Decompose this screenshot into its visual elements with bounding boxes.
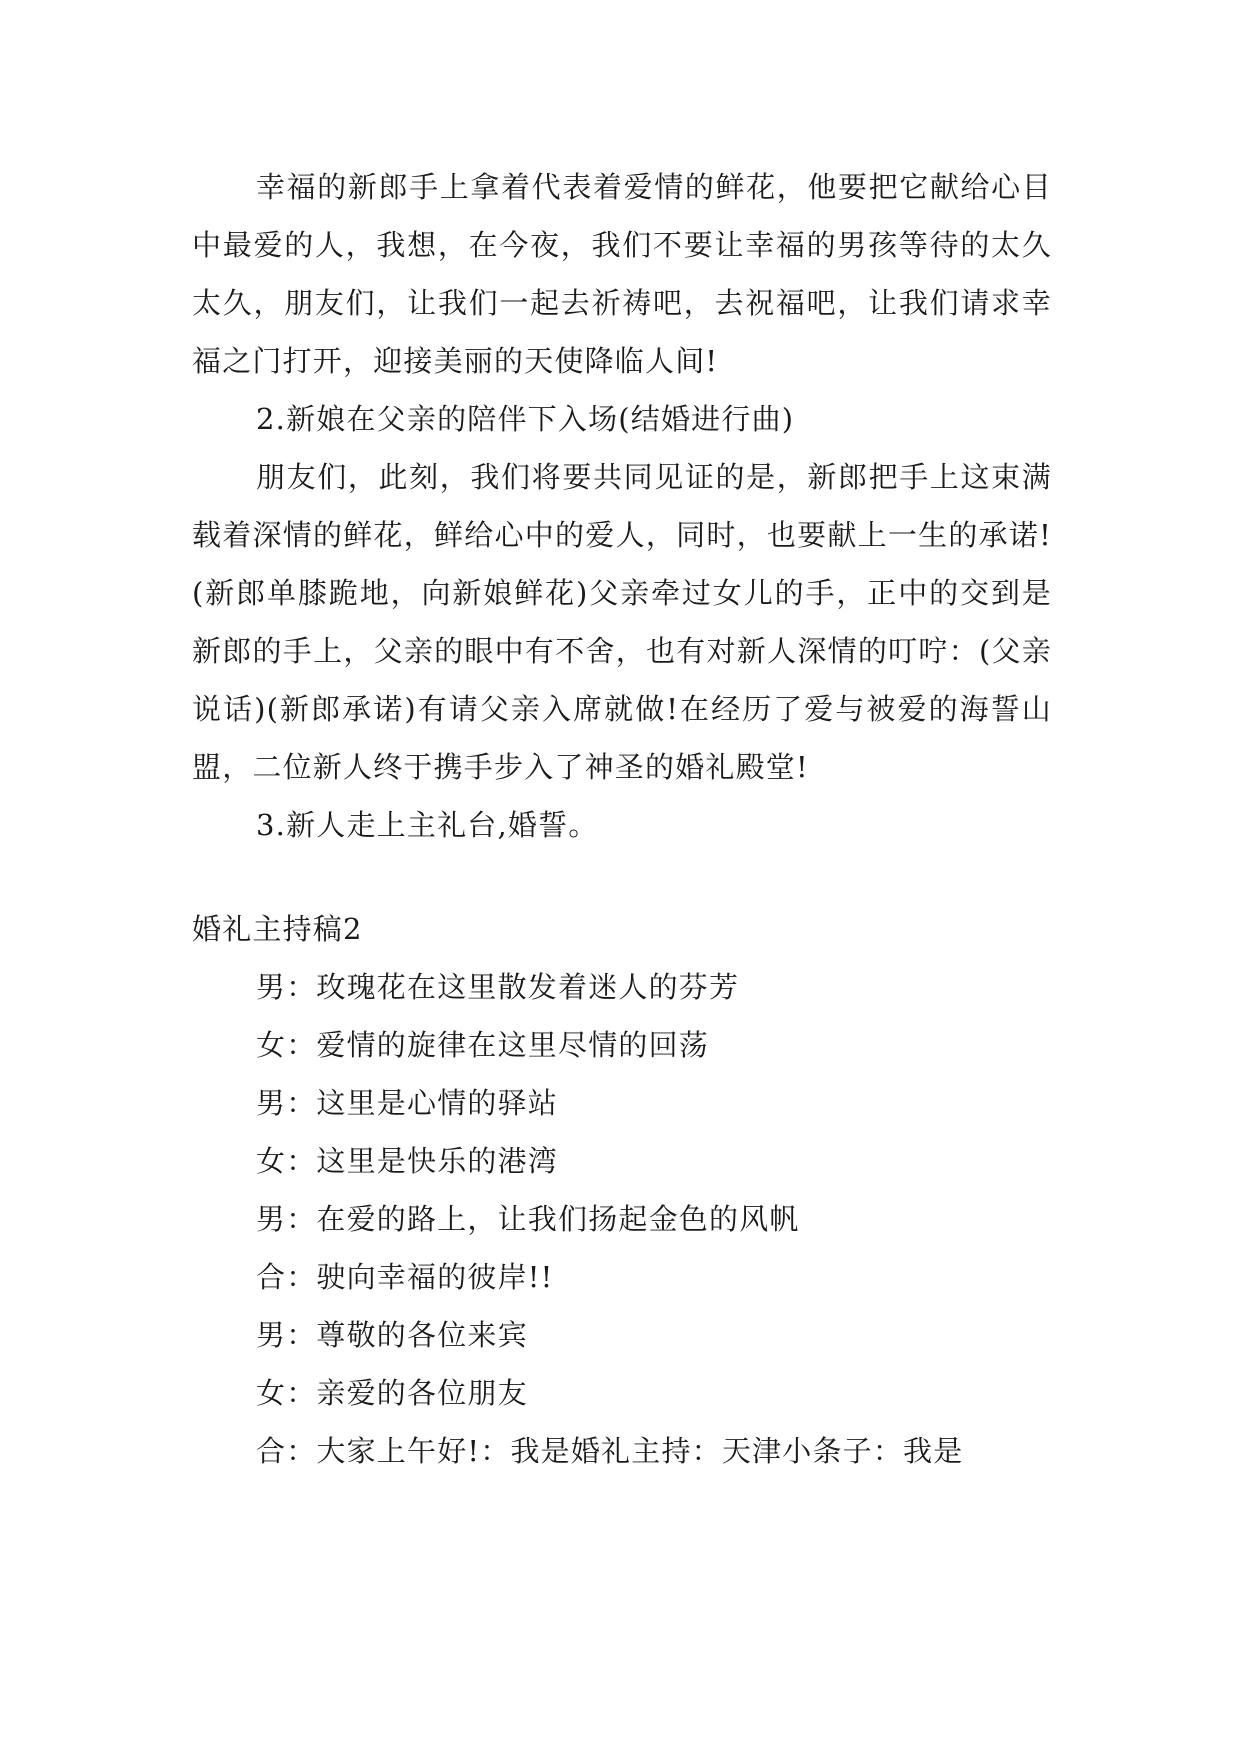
paragraph-stage-vows: 3.新人走上主礼台,婚誓。 (256, 808, 599, 842)
paragraph-bride-entrance-heading: 2.新娘在父亲的陪伴下入场(结婚进行曲) (256, 402, 795, 436)
paragraph-witness-vows: 朋友们，此刻，我们将要共同见证的是，新郎把手上这束满载着深情的鲜花，鲜给心中的爱人，同时，也要献上一生的承诺!(新郎单膝跪地，向新娘鲜花)父亲牵过女儿的手，正中的交到是新郎的手上，父亲的眼中有不舍，也有对新人深情的叮咛：(父亲说话)(新郎承诺)有请父亲入席就做!在经历了爱与被爱的海誓山盟，二位新人终于携手步入了神圣的婚礼殿堂! (192, 460, 1052, 784)
section-title: 婚礼主持稿2 (192, 912, 363, 946)
dialogue-line: 女：这里是快乐的港湾 (256, 1144, 559, 1178)
dialogue-line: 男：玫瑰花在这里散发着迷人的芬芳 (256, 970, 740, 1004)
dialogue-line: 女：亲爱的各位朋友 (256, 1376, 528, 1410)
dialogue-line: 男：尊敬的各位来宾 (256, 1318, 528, 1352)
dialogue-line: 合：驶向幸福的彼岸!! (256, 1260, 554, 1294)
dialogue-line: 女：爱情的旋律在这里尽情的回荡 (256, 1028, 710, 1062)
document-body (192, 158, 1052, 1480)
dialogue-line: 合：大家上午好!：我是婚礼主持：天津小条子：我是 (256, 1434, 964, 1468)
section-spacer (192, 854, 1052, 900)
dialogue-line: 男：这里是心情的驿站 (256, 1086, 559, 1120)
paragraph-groom-flowers: 幸福的新郎手上拿着代表着爱情的鲜花，他要把它献给心目中最爱的人，我想，在今夜，我们不要让幸福的男孩等待的太久太久，朋友们，让我们一起去祈祷吧，去祝福吧，让我们请求幸福之门打开，迎接美丽的天使降临人间! (192, 170, 1052, 378)
dialogue-line: 男：在爱的路上，让我们扬起金色的风帆 (256, 1202, 800, 1236)
